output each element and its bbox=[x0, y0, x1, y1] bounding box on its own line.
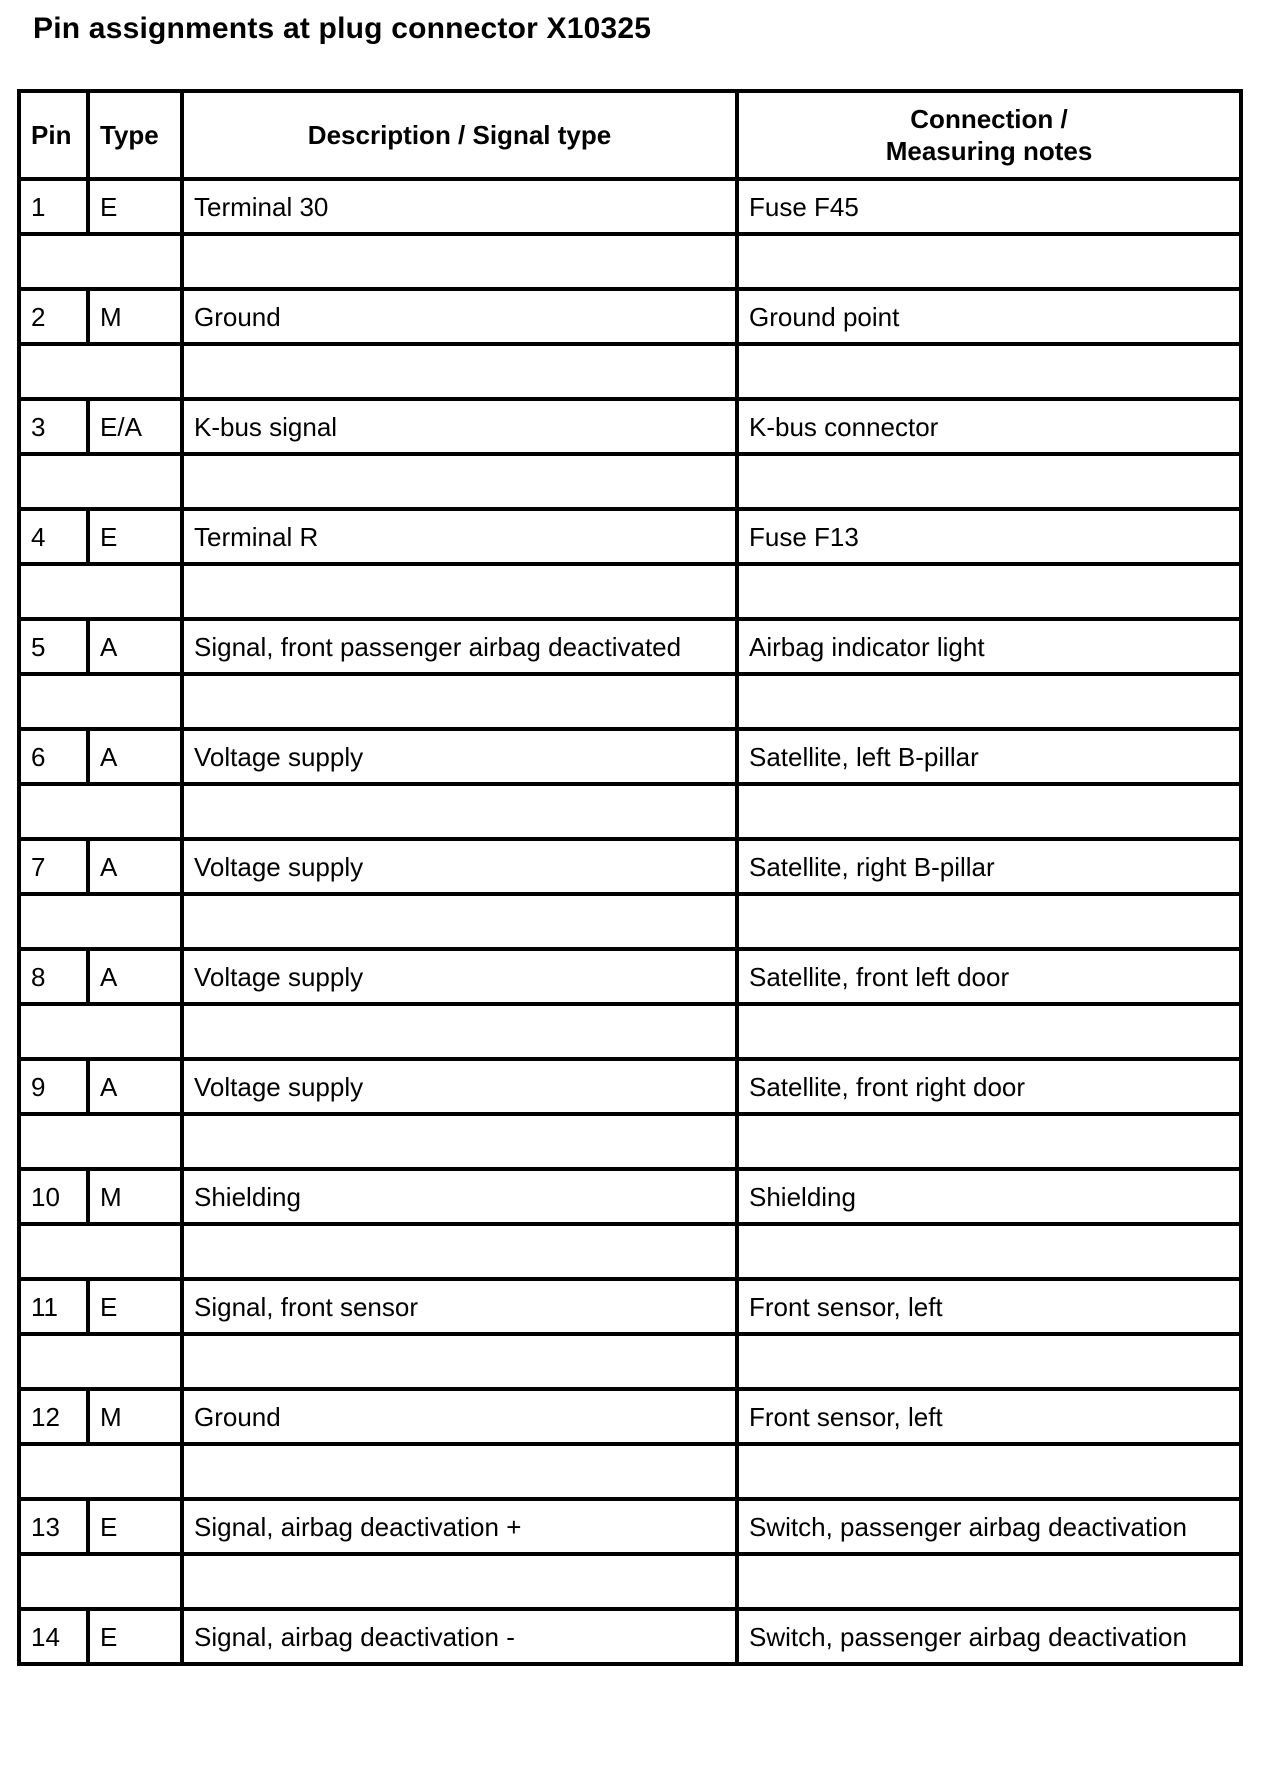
type-cell: A bbox=[88, 1059, 182, 1114]
spacer-row bbox=[19, 674, 1241, 729]
table-row bbox=[19, 1169, 1241, 1224]
spacer-row bbox=[19, 1004, 1241, 1059]
connection-cell: Switch, passenger airbag deactivation bbox=[737, 1609, 1241, 1664]
connection-cell: Ground point bbox=[737, 289, 1241, 344]
connection-cell: Switch, passenger airbag deactivation bbox=[737, 1499, 1241, 1554]
pin-cell: 3 bbox=[19, 399, 88, 454]
description-cell: Ground bbox=[182, 289, 737, 344]
table-header-row bbox=[19, 91, 1241, 179]
connection-cell: Airbag indicator light bbox=[737, 619, 1241, 674]
table-row bbox=[19, 1279, 1241, 1334]
table-row bbox=[19, 1389, 1241, 1444]
table-row bbox=[19, 1059, 1241, 1114]
spacer-cell bbox=[182, 1224, 737, 1279]
spacer-cell bbox=[737, 1444, 1241, 1499]
spacer-cell bbox=[737, 1224, 1241, 1279]
type-cell: A bbox=[88, 949, 182, 1004]
pin-cell: 2 bbox=[19, 289, 88, 344]
header-description: Description / Signal type bbox=[182, 91, 737, 179]
connection-cell: Shielding bbox=[737, 1169, 1241, 1224]
table-row bbox=[19, 1609, 1241, 1664]
table-row bbox=[19, 289, 1241, 344]
pin-cell: 14 bbox=[19, 1609, 88, 1664]
description-cell: Signal, airbag deactivation - bbox=[182, 1609, 737, 1664]
spacer-cell bbox=[19, 1554, 182, 1609]
table-row bbox=[19, 729, 1241, 784]
spacer-row bbox=[19, 1224, 1241, 1279]
spacer-cell bbox=[19, 894, 182, 949]
pin-cell: 11 bbox=[19, 1279, 88, 1334]
spacer-cell bbox=[182, 454, 737, 509]
type-cell: E/A bbox=[88, 399, 182, 454]
type-cell: A bbox=[88, 839, 182, 894]
description-cell: Voltage supply bbox=[182, 729, 737, 784]
spacer-cell bbox=[737, 1334, 1241, 1389]
spacer-row bbox=[19, 1554, 1241, 1609]
type-cell: M bbox=[88, 289, 182, 344]
type-cell: M bbox=[88, 1169, 182, 1224]
spacer-cell bbox=[182, 564, 737, 619]
header-connection bbox=[737, 91, 1241, 179]
spacer-cell bbox=[19, 784, 182, 839]
spacer-cell bbox=[19, 674, 182, 729]
pin-cell: 10 bbox=[19, 1169, 88, 1224]
pin-assignment-table bbox=[17, 89, 1243, 1666]
connection-cell: Front sensor, left bbox=[737, 1389, 1241, 1444]
table-row bbox=[19, 839, 1241, 894]
pin-cell: 13 bbox=[19, 1499, 88, 1554]
pin-cell: 6 bbox=[19, 729, 88, 784]
description-cell: Terminal R bbox=[182, 509, 737, 564]
spacer-row bbox=[19, 894, 1241, 949]
spacer-cell bbox=[737, 1004, 1241, 1059]
pin-cell: 7 bbox=[19, 839, 88, 894]
type-cell: A bbox=[88, 619, 182, 674]
type-cell: A bbox=[88, 729, 182, 784]
connection-cell: Satellite, left B-pillar bbox=[737, 729, 1241, 784]
table-row bbox=[19, 1499, 1241, 1554]
spacer-row bbox=[19, 454, 1241, 509]
spacer-cell bbox=[182, 894, 737, 949]
spacer-cell bbox=[19, 344, 182, 399]
page-title: Pin assignments at plug connector X10325 bbox=[33, 12, 652, 45]
spacer-cell bbox=[737, 344, 1241, 399]
table-row bbox=[19, 179, 1241, 234]
table-row bbox=[19, 949, 1241, 1004]
type-cell: E bbox=[88, 509, 182, 564]
spacer-row bbox=[19, 1444, 1241, 1499]
description-cell: K-bus signal bbox=[182, 399, 737, 454]
pin-cell: 9 bbox=[19, 1059, 88, 1114]
spacer-cell bbox=[19, 1004, 182, 1059]
pin-cell: 1 bbox=[19, 179, 88, 234]
description-cell: Signal, front sensor bbox=[182, 1279, 737, 1334]
spacer-cell bbox=[182, 1334, 737, 1389]
spacer-row bbox=[19, 564, 1241, 619]
type-cell: E bbox=[88, 1279, 182, 1334]
spacer-cell bbox=[737, 1114, 1241, 1169]
table-body bbox=[19, 179, 1241, 1664]
spacer-cell bbox=[19, 454, 182, 509]
table-row bbox=[19, 619, 1241, 674]
connection-cell: Satellite, front left door bbox=[737, 949, 1241, 1004]
description-cell: Signal, front passenger airbag deactivated bbox=[182, 619, 737, 674]
spacer-cell bbox=[737, 674, 1241, 729]
spacer-cell bbox=[737, 894, 1241, 949]
type-cell: E bbox=[88, 179, 182, 234]
spacer-cell bbox=[182, 344, 737, 399]
spacer-cell bbox=[182, 1114, 737, 1169]
spacer-cell bbox=[182, 674, 737, 729]
description-cell: Voltage supply bbox=[182, 1059, 737, 1114]
pin-cell: 8 bbox=[19, 949, 88, 1004]
table-row bbox=[19, 399, 1241, 454]
spacer-cell bbox=[737, 564, 1241, 619]
description-cell: Ground bbox=[182, 1389, 737, 1444]
connection-cell: Satellite, front right door bbox=[737, 1059, 1241, 1114]
spacer-row bbox=[19, 234, 1241, 289]
spacer-cell bbox=[19, 1444, 182, 1499]
pin-cell: 5 bbox=[19, 619, 88, 674]
connection-cell: K-bus connector bbox=[737, 399, 1241, 454]
spacer-cell bbox=[19, 234, 182, 289]
table-row bbox=[19, 509, 1241, 564]
header-connection-line2: Measuring notes bbox=[885, 136, 1093, 166]
connection-cell: Fuse F13 bbox=[737, 509, 1241, 564]
spacer-cell bbox=[737, 1554, 1241, 1609]
spacer-cell bbox=[737, 784, 1241, 839]
spacer-cell bbox=[19, 564, 182, 619]
spacer-row bbox=[19, 344, 1241, 399]
description-cell: Terminal 30 bbox=[182, 179, 737, 234]
pin-cell: 4 bbox=[19, 509, 88, 564]
header-connection-line1: Connection / bbox=[910, 104, 1068, 134]
connection-cell: Fuse F45 bbox=[737, 179, 1241, 234]
spacer-cell bbox=[19, 1334, 182, 1389]
type-cell: M bbox=[88, 1389, 182, 1444]
spacer-row bbox=[19, 784, 1241, 839]
spacer-cell bbox=[19, 1224, 182, 1279]
header-type: Type bbox=[88, 91, 182, 179]
connection-cell: Front sensor, left bbox=[737, 1279, 1241, 1334]
spacer-cell bbox=[737, 234, 1241, 289]
spacer-cell bbox=[182, 1444, 737, 1499]
type-cell: E bbox=[88, 1499, 182, 1554]
description-cell: Shielding bbox=[182, 1169, 737, 1224]
spacer-cell bbox=[182, 1554, 737, 1609]
description-cell: Voltage supply bbox=[182, 949, 737, 1004]
spacer-cell bbox=[182, 1004, 737, 1059]
pin-cell: 12 bbox=[19, 1389, 88, 1444]
spacer-cell bbox=[737, 454, 1241, 509]
type-cell: E bbox=[88, 1609, 182, 1664]
spacer-cell bbox=[19, 1114, 182, 1169]
spacer-row bbox=[19, 1334, 1241, 1389]
spacer-row bbox=[19, 1114, 1241, 1169]
description-cell: Signal, airbag deactivation + bbox=[182, 1499, 737, 1554]
spacer-cell bbox=[182, 234, 737, 289]
spacer-cell bbox=[182, 784, 737, 839]
connection-cell: Satellite, right B-pillar bbox=[737, 839, 1241, 894]
description-cell: Voltage supply bbox=[182, 839, 737, 894]
header-pin: Pin bbox=[19, 91, 88, 179]
